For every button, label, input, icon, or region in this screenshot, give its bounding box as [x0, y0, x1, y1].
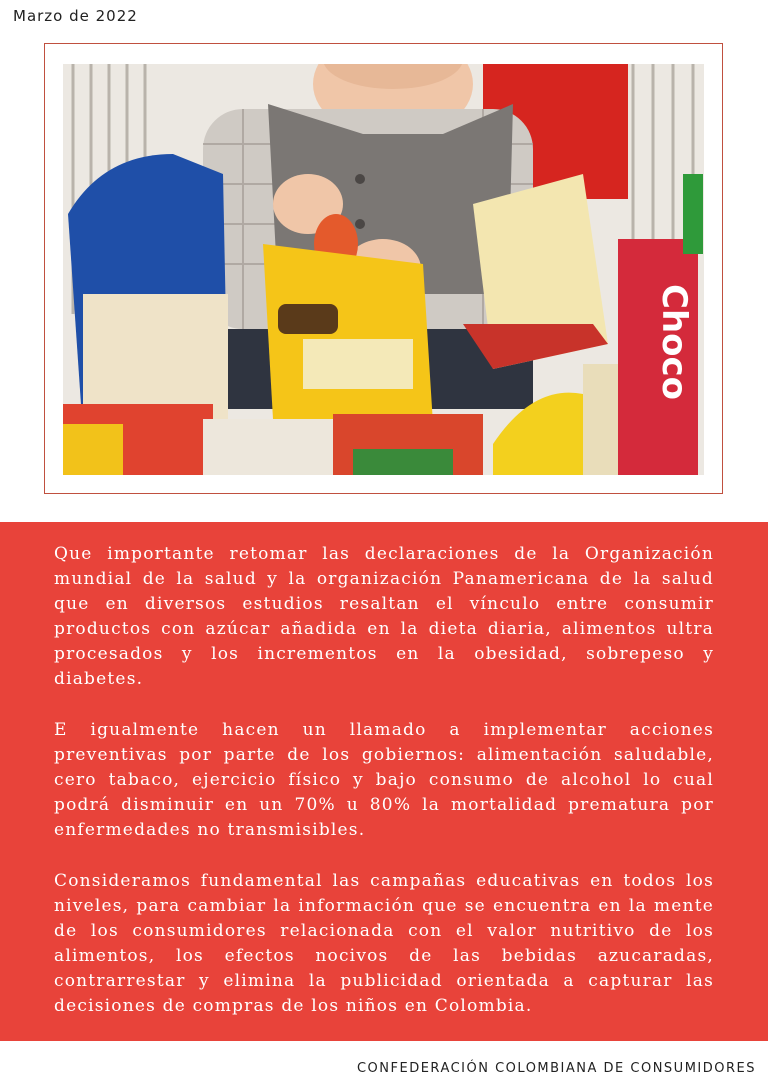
child-shopping-cart-photo: [63, 64, 704, 475]
document-date: Marzo de 2022: [13, 7, 138, 25]
paragraph-2: E igualmente hacen un llamado a implementar acciones preventivas por parte de los gobiernos: alimentación saludable, cero tabaco, ejercicio físico y bajo consumo de alcohol lo cual podrá disminuir en un 70% u 80% la mortalidad prematura por enfermedades no transmisibles.: [54, 720, 714, 840]
paragraph-1: Que importante retomar las declaraciones de la Organización mundial de la salud y la organización Panamericana de la salud que en diversos estudios resaltan el vínculo entre consumir productos con azúcar añadida en la dieta diaria, alimentos ultra procesados y los incrementos en la obesidad, sobrepeso y diabetes.: [54, 544, 714, 689]
paragraph-3: Consideramos fundamental las campañas educativas en todos los niveles, para cambiar la información que se encuentra en la mente de los consumidores relacionada con el valor nutritivo de los alimentos, los efectos nocivos de las bebidas azucaradas, contrarrestar y elimina la publicidad orientada a capturar las decisiones de compras de los niños en Colombia.: [54, 871, 714, 1016]
svg-text:Choco: Choco: [654, 284, 694, 401]
footer-organization: CONFEDERACIÓN COLOMBIANA DE CONSUMIDORES: [356, 1061, 756, 1076]
